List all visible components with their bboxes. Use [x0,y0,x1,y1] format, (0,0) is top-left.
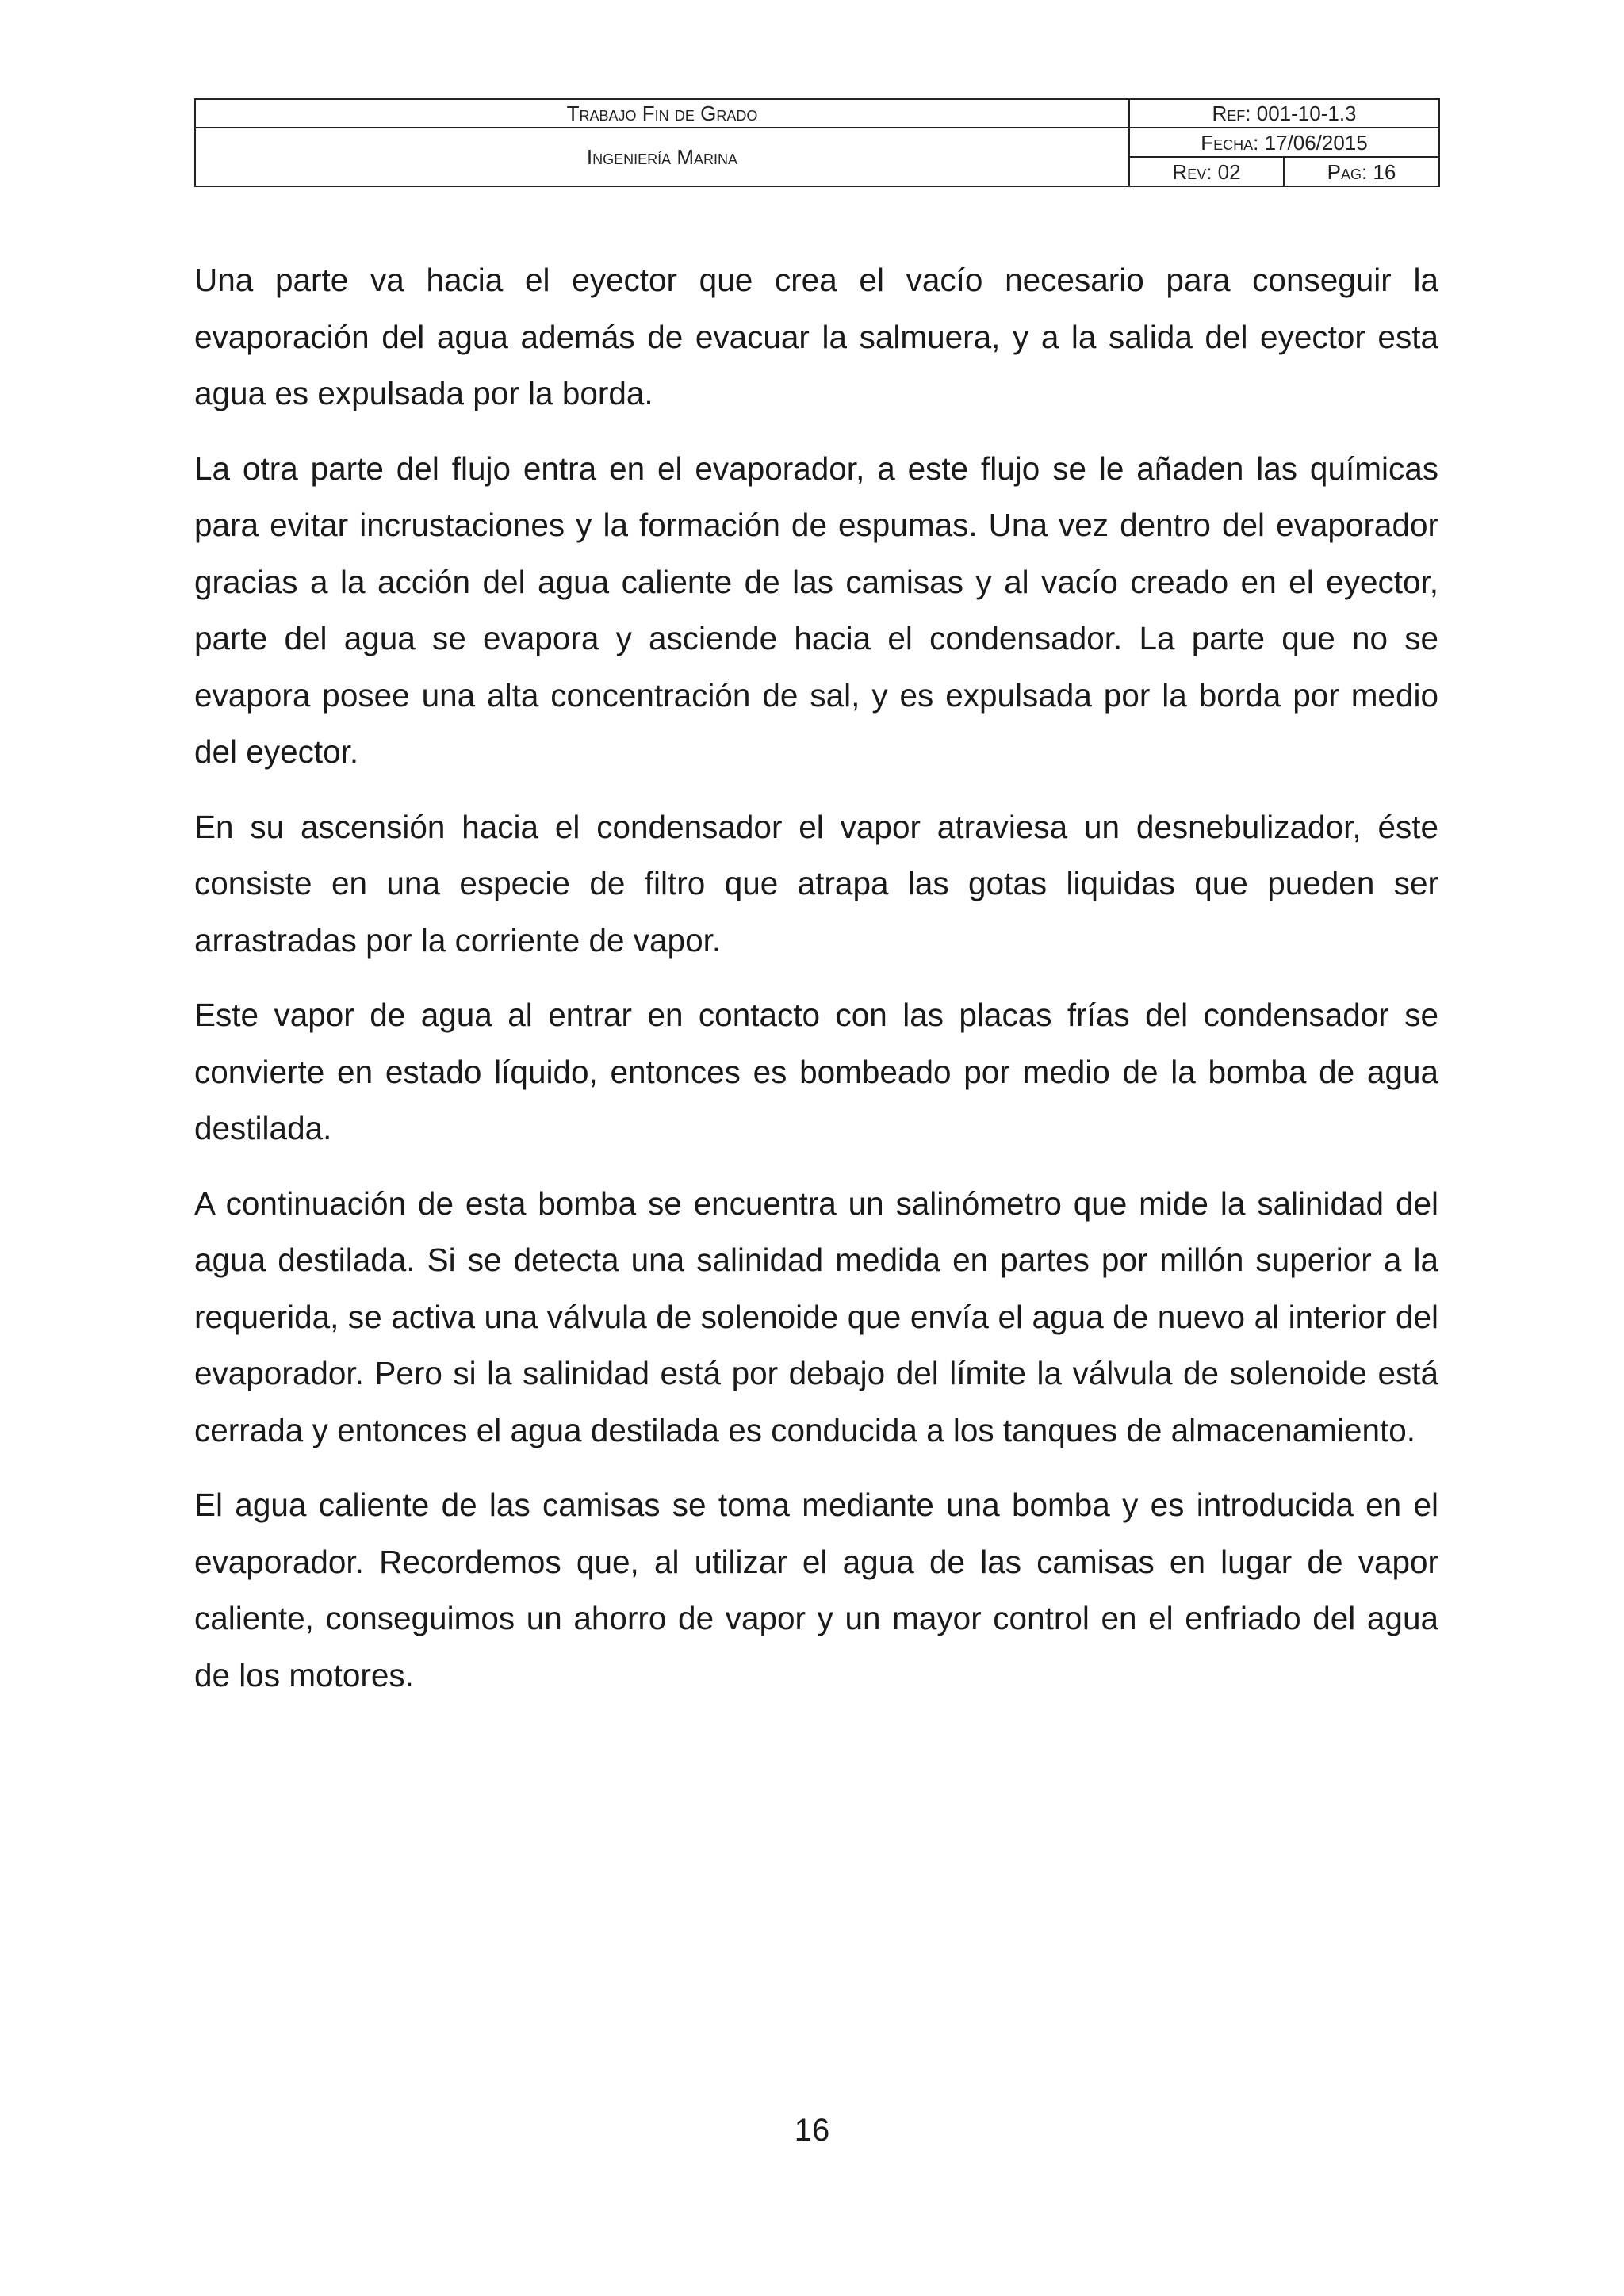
paragraph: El agua caliente de las camisas se toma mediante una bomba y es introducida en el evaporador. Recordemos que, al utilizar el agua de las camisas en lugar de vapor caliente, conseguimos un ahorro de vapor y un mayor control en el enfriado del agua de los motores. [194,1487,1438,1693]
paragraph: Una parte va hacia el eyector que crea el vacío necesario para conseguir la evaporación del agua además de evacuar la salmuera, y a la salida del eyector esta agua es expulsada por la borda. [194,262,1438,411]
header-subtitle: Ingeniería Marina [195,128,1129,186]
paragraph: Este vapor de agua al entrar en contacto con las placas frías del condensador se convierte en estado líquido, entonces es bombeado por medio de la bomba de agua destilada. [194,997,1438,1146]
page-number: 16 [794,2113,830,2148]
header-title: Trabajo Fin de Grado [195,99,1129,128]
body-text [194,252,1438,1722]
paragraph: En su ascensión hacia el condensador el vapor atraviesa un desnebulizador, éste consiste en una especie de filtro que atrapa las gotas liquidas que pueden ser arrastradas por la corriente de vapor. [194,808,1438,959]
header-rev: Rev: 02 [1129,157,1284,186]
header-ref: Ref: 001-10-1.3 [1129,99,1439,128]
paragraph: A continuación de esta bomba se encuentra un salinómetro que mide la salinidad del agua destilada. Si se detecta una salinidad medida en partes por millón superior a la requerida, se activa una válvula de solenoide que envía el agua de nuevo al interior del evaporador. Pero si la salinidad está por debajo del límite la válvula de solenoide está cerrada y entonces el agua destilada es conducida a los tanques de almacenamiento. [194,1184,1438,1448]
header-pag: Pag: 16 [1284,157,1439,186]
page-header [194,98,1440,187]
header-fecha: Fecha: 17/06/2015 [1129,128,1439,157]
paragraph: La otra parte del flujo entra en el evaporador, a este flujo se le añaden las químicas para evitar incrustaciones y la formación de espumas. Una vez dentro del evaporador gracias a la acción del agua caliente de las camisas y al vacío creado en el eyector, parte del agua se evapora y asciende hacia el condensador. La parte que no se evapora posee una alta concentración de sal, y es expulsada por la borda por medio del eyector. [194,450,1438,770]
